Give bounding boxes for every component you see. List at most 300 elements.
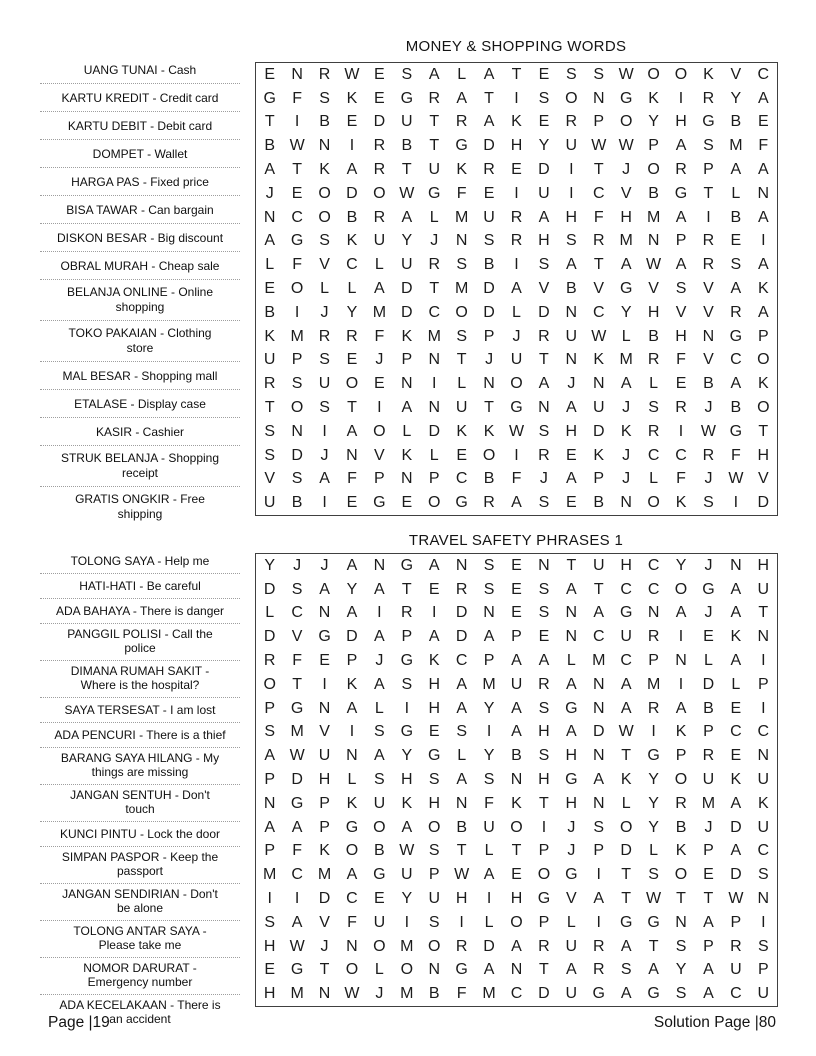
grid-cell: T [429, 113, 440, 131]
grid-cell: P [374, 470, 385, 488]
grid-cell: D [346, 628, 358, 646]
grid-cell: J [704, 556, 713, 574]
grid-cell: B [319, 113, 330, 131]
grid-cell: S [319, 89, 330, 107]
grid-cell: S [291, 580, 303, 598]
word-list-item-text: ADA BAHAYA - There is danger [55, 604, 225, 618]
grid-cell: L [429, 446, 439, 464]
grid-cell: U [428, 161, 440, 179]
grid-cell: H [675, 327, 687, 345]
grid-cell: R [702, 446, 715, 464]
grid-cell: H [401, 770, 413, 788]
grid-cell: K [319, 842, 330, 860]
grid-cell: N [757, 628, 770, 646]
grid-cell: L [566, 913, 576, 931]
word-list-item-text: BARANG SAYA HILANG - My things are missing [60, 751, 220, 779]
grid-cell: M [317, 866, 332, 884]
grid-cell: C [620, 652, 632, 670]
grid-cell: I [569, 161, 574, 179]
grid-cell: J [567, 842, 576, 860]
grid-cell: L [320, 279, 329, 297]
grid-cell: I [322, 675, 327, 693]
grid-cell: C [730, 351, 742, 369]
word-list-item-text: JANGAN SENDIRIAN - Don't be alone [62, 887, 218, 915]
grid-cell: J [265, 184, 274, 202]
grid-cell: O [619, 113, 633, 131]
grid-cell: A [730, 794, 742, 812]
word-list-item-text: TOLONG ANTAR SAYA - Please take me [73, 924, 207, 952]
grid-cell: O [373, 184, 386, 202]
word-list-item [40, 418, 240, 446]
grid-cell: A [620, 675, 632, 693]
grid-cell: B [730, 398, 742, 416]
grid-cell: A [566, 961, 577, 979]
grid-cell: L [457, 747, 467, 765]
grid-cell: V [319, 723, 330, 741]
grid-cell: A [593, 770, 605, 788]
grid-cell: N [455, 556, 468, 574]
grid-cell: R [702, 256, 715, 274]
grid-cell: V [675, 303, 687, 321]
grid-cell: S [538, 89, 550, 107]
grid-cell: S [593, 818, 605, 836]
grid-cell: A [730, 652, 742, 670]
grid-cell: D [263, 628, 276, 646]
grid-cell: A [675, 256, 687, 274]
grid-cell: K [730, 770, 742, 788]
grid-cell: A [620, 375, 632, 393]
grid-cell: A [757, 256, 769, 274]
grid-cell: I [322, 422, 327, 440]
grid-cell: R [483, 494, 495, 512]
grid-cell: A [675, 604, 687, 622]
grid-cell: U [565, 985, 578, 1003]
word-list-item-text: DISKON BESAR - Big discount [56, 230, 224, 245]
grid-cell: A [428, 628, 440, 646]
grid-cell: K [428, 652, 440, 670]
grid-cell: S [538, 699, 550, 717]
grid-cell: E [374, 89, 385, 107]
grid-cell: M [290, 327, 304, 345]
grid-cell: P [428, 470, 440, 488]
grid-cell: R [318, 65, 331, 83]
word-list-item-text: HARGA PAS - Fixed price [71, 174, 209, 189]
grid-cell: K [620, 770, 632, 788]
grid-cell: L [649, 470, 659, 488]
grid-cell: R [647, 351, 660, 369]
grid-cell: N [757, 747, 770, 765]
grid-cell: S [291, 375, 303, 393]
word-list-item-text: SAYA TERSESAT - I am lost [64, 703, 216, 717]
grid-cell: S [401, 65, 413, 83]
grid-cell: T [484, 89, 494, 107]
grid-cell: P [291, 351, 303, 369]
grid-cell: N [346, 747, 358, 765]
grid-cell: F [730, 446, 741, 464]
grid-cell: Y [264, 556, 276, 574]
grid-cell: N [318, 137, 331, 155]
grid-cell: M [400, 985, 414, 1003]
grid-cell: I [294, 113, 300, 131]
grid-cell: I [322, 494, 327, 512]
grid-cell: B [648, 184, 659, 202]
grid-cell: R [730, 303, 742, 321]
grid-cell: R [702, 232, 715, 250]
grid-cell: I [349, 723, 355, 741]
grid-cell: M [646, 675, 661, 693]
grid-cell: A [374, 628, 385, 646]
grid-cell: A [620, 256, 632, 274]
grid-cell: U [592, 556, 605, 574]
grid-cell: C [647, 580, 660, 598]
grid-cell: B [566, 279, 577, 297]
grid-cell: A [401, 818, 413, 836]
grid-cell: R [538, 327, 550, 345]
grid-cell: W [728, 889, 744, 907]
grid-cell: K [264, 327, 276, 345]
word-list-item-text: ADA KECELAKAAN - There is an accident [59, 998, 221, 1026]
grid-cell: S [675, 937, 687, 955]
grid-cell: G [290, 699, 304, 717]
grid-cell: I [514, 446, 519, 464]
grid-cell: P [675, 747, 687, 765]
grid-cell: L [649, 842, 659, 860]
grid-cell: N [483, 375, 495, 393]
puzzle1-word-search-grid [255, 62, 778, 516]
grid-cell: I [486, 889, 492, 907]
grid-cell: A [566, 723, 577, 741]
grid-cell: R [401, 604, 413, 622]
grid-cell: I [761, 699, 766, 717]
grid-cell: S [620, 961, 632, 979]
grid-cell: E [428, 723, 440, 741]
grid-cell: O [647, 494, 660, 512]
grid-cell: O [757, 351, 770, 369]
grid-cell: A [730, 604, 742, 622]
grid-cell: S [703, 494, 714, 512]
grid-cell: F [593, 208, 604, 226]
grid-cell: U [565, 937, 578, 955]
grid-cell: Y [648, 113, 659, 131]
grid-cell: A [730, 161, 742, 179]
grid-cell: R [592, 232, 605, 250]
word-list-item [40, 549, 240, 574]
grid-cell: G [565, 866, 578, 884]
grid-cell: G [592, 985, 605, 1003]
grid-cell: A [730, 375, 742, 393]
grid-cell: P [757, 961, 769, 979]
grid-cell: B [456, 818, 467, 836]
grid-cell: M [646, 208, 661, 226]
grid-cell: U [510, 351, 523, 369]
grid-cell: R [428, 256, 440, 274]
grid-cell: R [373, 208, 386, 226]
grid-cell: N [510, 770, 523, 788]
grid-cell: A [511, 699, 522, 717]
grid-cell: K [675, 723, 687, 741]
grid-cell: G [373, 494, 386, 512]
grid-cell: I [514, 89, 519, 107]
grid-cell: H [510, 137, 523, 155]
grid-cell: K [620, 422, 632, 440]
word-list-item-text: MAL BESAR - Shopping mall [62, 368, 218, 383]
grid-cell: A [620, 937, 632, 955]
grid-cell: J [539, 470, 548, 488]
grid-cell: G [455, 494, 468, 512]
grid-cell: W [289, 937, 305, 955]
grid-cell: E [730, 747, 742, 765]
grid-cell: N [620, 494, 632, 512]
grid-cell: V [648, 279, 659, 297]
grid-cell: S [264, 913, 276, 931]
grid-cell: E [675, 375, 687, 393]
grid-cell: L [457, 375, 467, 393]
grid-cell: I [377, 604, 382, 622]
grid-cell: Y [346, 580, 358, 598]
grid-cell: A [566, 470, 577, 488]
grid-cell: V [319, 913, 330, 931]
grid-cell: D [483, 137, 495, 155]
grid-cell: G [565, 770, 578, 788]
grid-cell: I [404, 699, 410, 717]
grid-cell: L [265, 604, 275, 622]
grid-cell: K [511, 113, 522, 131]
grid-cell: Y [675, 961, 687, 979]
grid-cell: A [730, 842, 742, 860]
grid-cell: R [647, 628, 660, 646]
grid-cell: I [349, 137, 355, 155]
grid-cell: L [566, 652, 576, 670]
grid-cell: G [729, 422, 743, 440]
grid-cell: Y [730, 89, 742, 107]
grid-cell: Y [648, 770, 659, 788]
grid-cell: F [374, 327, 385, 345]
grid-cell: P [538, 842, 550, 860]
grid-cell: C [455, 470, 468, 488]
grid-cell: U [592, 398, 605, 416]
grid-cell: A [291, 913, 303, 931]
grid-cell: N [565, 628, 578, 646]
grid-cell: A [511, 279, 522, 297]
grid-cell: O [345, 375, 359, 393]
grid-cell: S [483, 232, 495, 250]
word-list-item [40, 112, 240, 140]
grid-cell: P [757, 675, 769, 693]
grid-cell: K [757, 794, 769, 812]
grid-cell: A [620, 699, 632, 717]
grid-cell: R [730, 937, 742, 955]
grid-cell: C [757, 842, 770, 860]
grid-cell: S [428, 913, 440, 931]
grid-cell: G [619, 913, 633, 931]
grid-cell: A [483, 961, 495, 979]
grid-cell: A [538, 375, 550, 393]
grid-cell: C [592, 628, 605, 646]
grid-cell: D [318, 889, 331, 907]
grid-cell: A [566, 256, 577, 274]
grid-cell: D [401, 279, 413, 297]
grid-cell: Y [538, 137, 550, 155]
grid-cell: Y [346, 303, 358, 321]
grid-cell: O [647, 65, 660, 83]
grid-cell: I [678, 628, 684, 646]
grid-cell: L [374, 699, 384, 717]
grid-cell: K [346, 675, 358, 693]
grid-cell: N [428, 961, 440, 979]
grid-cell: R [647, 422, 660, 440]
word-list-item [40, 196, 240, 224]
grid-cell: I [404, 913, 410, 931]
grid-cell: U [620, 628, 632, 646]
grid-cell: C [757, 65, 770, 83]
grid-cell: S [264, 723, 276, 741]
word-list-item-text: HATI-HATI - Be careful [79, 579, 201, 593]
grid-cell: H [620, 208, 632, 226]
grid-cell: S [538, 422, 550, 440]
grid-cell: T [429, 137, 440, 155]
grid-cell: A [703, 985, 714, 1003]
grid-cell: L [484, 913, 494, 931]
grid-cell: J [320, 446, 329, 464]
grid-cell: T [539, 961, 549, 979]
grid-cell: B [264, 303, 276, 321]
grid-cell: P [703, 842, 714, 860]
grid-cell: A [593, 604, 605, 622]
grid-cell: R [592, 937, 605, 955]
grid-cell: H [620, 556, 632, 574]
grid-cell: C [510, 985, 523, 1003]
grid-cell: O [263, 675, 276, 693]
grid-cell: F [292, 256, 302, 274]
word-list-item-text: TOLONG SAYA - Help me [70, 554, 210, 568]
grid-cell: U [263, 494, 276, 512]
grid-cell: H [538, 723, 550, 741]
grid-cell: T [593, 580, 604, 598]
grid-cell: V [703, 303, 714, 321]
grid-cell: O [455, 303, 468, 321]
solution-page-reference: Solution Page |80 [653, 1014, 776, 1031]
grid-cell: C [428, 303, 440, 321]
grid-cell: L [374, 961, 384, 979]
grid-cell: J [320, 303, 329, 321]
grid-cell: B [483, 470, 495, 488]
grid-cell: J [375, 985, 384, 1003]
word-list-item-text: STRUK BELANJA - Shopping receipt [60, 450, 220, 480]
grid-cell: T [539, 351, 549, 369]
grid-cell: E [346, 351, 358, 369]
grid-cell: R [675, 398, 687, 416]
grid-cell: A [566, 675, 577, 693]
grid-cell: A [757, 208, 769, 226]
grid-cell: I [761, 652, 766, 670]
grid-cell: U [373, 232, 386, 250]
grid-cell: K [593, 446, 605, 464]
grid-cell: E [703, 628, 714, 646]
grid-cell: Y [401, 232, 413, 250]
grid-cell: A [757, 303, 769, 321]
grid-cell: F [292, 652, 302, 670]
grid-cell: P [593, 842, 605, 860]
grid-cell: N [346, 937, 358, 955]
grid-cell: B [593, 494, 605, 512]
grid-cell: D [620, 842, 632, 860]
grid-cell: F [292, 842, 302, 860]
grid-cell: O [428, 494, 441, 512]
grid-cell: F [511, 470, 522, 488]
grid-cell: S [291, 470, 303, 488]
grid-cell: P [703, 723, 714, 741]
grid-cell: D [538, 161, 550, 179]
grid-cell: N [346, 446, 358, 464]
grid-cell: T [758, 422, 769, 440]
grid-cell: P [593, 470, 605, 488]
grid-cell: A [346, 604, 358, 622]
grid-cell: H [510, 889, 523, 907]
grid-cell: M [482, 675, 496, 693]
grid-cell: N [647, 604, 660, 622]
grid-cell: E [346, 494, 358, 512]
grid-cell: L [703, 652, 713, 670]
grid-cell: J [320, 556, 329, 574]
grid-cell: G [400, 556, 414, 574]
grid-cell: H [428, 675, 440, 693]
grid-cell: D [483, 303, 495, 321]
grid-cell: S [730, 256, 742, 274]
word-list-item-text: KARTU DEBIT - Debit card [67, 118, 213, 133]
grid-cell: I [706, 208, 711, 226]
grid-cell: P [264, 842, 276, 860]
grid-cell: N [538, 398, 550, 416]
grid-cell: A [703, 913, 714, 931]
grid-cell: P [483, 652, 495, 670]
grid-cell: K [675, 842, 687, 860]
grid-cell: A [346, 161, 358, 179]
grid-cell: E [730, 699, 742, 717]
grid-cell: A [319, 470, 330, 488]
grid-cell: G [729, 327, 743, 345]
grid-cell: W [454, 866, 470, 884]
grid-cell: N [401, 470, 413, 488]
grid-cell: L [649, 375, 659, 393]
grid-cell: N [592, 699, 605, 717]
grid-cell: I [569, 184, 574, 202]
grid-cell: Y [483, 747, 495, 765]
grid-cell: N [428, 351, 440, 369]
grid-cell: E [757, 113, 769, 131]
word-list-item-text: KASIR - Cashier [95, 424, 185, 439]
grid-cell: S [428, 770, 440, 788]
grid-cell: R [373, 161, 386, 179]
grid-cell: W [618, 65, 634, 83]
grid-cell: N [730, 556, 742, 574]
grid-cell: P [703, 937, 714, 955]
grid-cell: R [263, 375, 276, 393]
grid-cell: J [704, 818, 713, 836]
grid-cell: I [651, 723, 656, 741]
grid-cell: S [648, 866, 659, 884]
grid-cell: L [621, 794, 631, 812]
grid-cell: E [511, 556, 522, 574]
grid-cell: J [485, 351, 494, 369]
grid-cell: C [675, 446, 687, 464]
grid-cell: G [455, 961, 468, 979]
grid-cell: E [511, 604, 522, 622]
grid-cell: L [484, 842, 494, 860]
word-list-item [40, 56, 240, 84]
grid-cell: S [538, 256, 550, 274]
grid-cell: U [373, 794, 386, 812]
grid-cell: A [346, 422, 358, 440]
